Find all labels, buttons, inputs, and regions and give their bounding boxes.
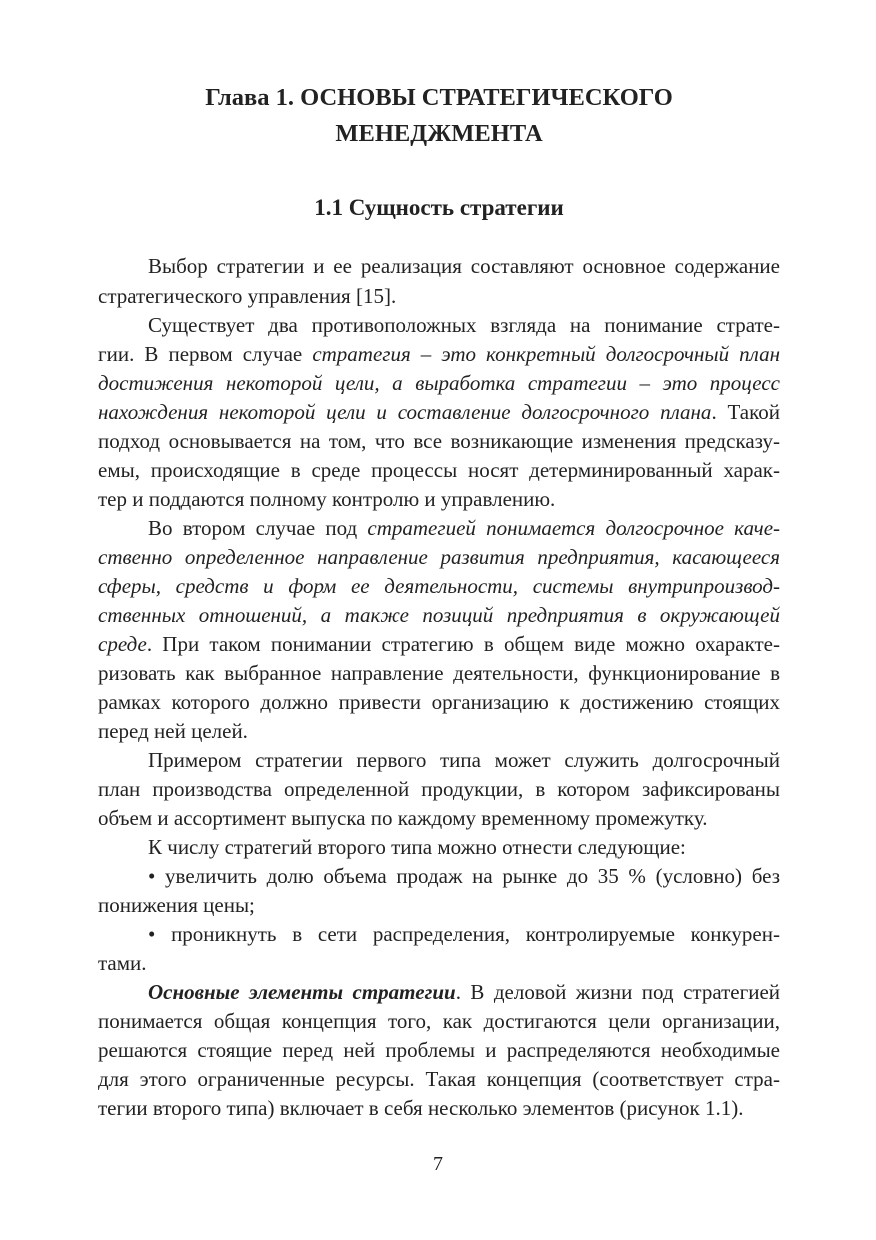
text-line <box>148 311 780 340</box>
text-line <box>148 833 780 862</box>
text-line <box>148 514 780 543</box>
text-line <box>98 891 780 920</box>
text-segment: объем и ассортимент выпуска по каждому временному промежутку. <box>98 806 708 830</box>
text-segment: для этого ограниченные ресурсы. Такая концепция (соответствует стра- <box>98 1067 780 1091</box>
emphasis-text: стратегия – это конкретный долгосрочный план <box>312 342 781 366</box>
text-line <box>98 369 780 398</box>
text-segment: Во втором случае под <box>148 516 368 540</box>
text-segment: гии. В первом случае <box>98 342 313 366</box>
text-line <box>98 1036 780 1065</box>
text-segment: понимается общая концепция того, как достигаются цели организации, <box>98 1009 780 1033</box>
emphasis-text: сферы, средств и форм ее деятельности, системы внутрипроизвод- <box>98 574 780 598</box>
text-segment: подход основывается на том, что все возникающие изменения предсказу- <box>98 429 780 453</box>
text-segment: тер и поддаются полному контролю и управлению. <box>98 487 556 511</box>
text-segment: рамках которого должно привести организацию к достижению стоящих <box>98 690 780 714</box>
text-line <box>148 862 780 891</box>
text-segment: К числу стратегий второго типа можно отнести следующие: <box>148 835 686 859</box>
text-segment: стратегического управления [15]. <box>98 284 397 308</box>
text-line <box>98 543 780 572</box>
emphasis-text: ственных отношений, а также позиций предприятия в окружающей <box>98 603 780 627</box>
text-line <box>98 804 780 833</box>
text-segment: . При таком понимании стратегию в общем виде можно охаракте- <box>146 632 780 656</box>
emphasis-text: стратегией понимается долгосрочное каче- <box>367 516 781 540</box>
text-line <box>148 252 780 281</box>
text-segment: тегии второго типа) включает в себя несколько элементов (рисунок 1.1). <box>98 1096 744 1120</box>
text-segment: • увеличить долю объема продаж на рынке до 35 % (условно) без <box>148 864 780 888</box>
emphasis-text: ственно определенное направление развития предприятия, касающееся <box>98 545 780 569</box>
emphasis-text: Основные элементы стратегии <box>148 980 456 1004</box>
text-line <box>98 282 780 311</box>
text-segment: • проникнуть в сети распределения, контролируемые конкурен- <box>148 922 780 946</box>
text-line <box>98 1007 780 1036</box>
text-line <box>98 1094 780 1123</box>
text-line <box>98 949 780 978</box>
text-segment: Существует два противоположных взгляда на понимание страте- <box>148 313 780 337</box>
text-segment: тами. <box>98 951 147 975</box>
text-line <box>98 775 780 804</box>
text-line <box>98 601 780 630</box>
text-line <box>98 659 780 688</box>
text-segment: Выбор стратегии и ее реализация составляют основное содержание <box>148 254 780 278</box>
text-segment: ризовать как выбранное направление деятельности, функционирование в <box>98 661 780 685</box>
text-line <box>98 485 780 514</box>
text-line <box>98 427 780 456</box>
text-segment: перед ней целей. <box>98 719 248 743</box>
text-segment: . В деловой жизни под стратегией <box>455 980 781 1004</box>
text-segment: план производства определенной продукции, в котором зафиксированы <box>98 777 780 801</box>
text-line <box>98 717 780 746</box>
text-line <box>98 630 780 659</box>
chapter-title <box>98 80 780 152</box>
text-line <box>148 920 780 949</box>
text-line <box>98 398 780 427</box>
text-segment: . Такой <box>711 400 780 424</box>
emphasis-text: среде <box>98 632 147 656</box>
text-line <box>98 456 780 485</box>
text-line <box>98 572 780 601</box>
text-line <box>98 340 780 369</box>
text-segment: емы, происходящие в среде процессы носят детерминированный харак- <box>98 458 780 482</box>
text-line <box>98 688 780 717</box>
text-segment: решаются стоящие перед ней проблемы и распределяются необходимые <box>98 1038 780 1062</box>
text-line <box>148 746 780 775</box>
emphasis-text: достижения некоторой цели, а выработка стратегии – это процесс <box>98 371 780 395</box>
text-segment: понижения цены; <box>98 893 255 917</box>
text-line <box>98 1065 780 1094</box>
section-title: 1.1 Сущность стратегии <box>314 195 564 220</box>
page-number: 7 <box>433 1153 443 1175</box>
chapter-title-line2: МЕНЕДЖМЕНТА <box>335 120 543 147</box>
text-segment: Примером стратегии первого типа может служить долгосрочный <box>148 748 780 772</box>
emphasis-text: нахождения некоторой цели и составление долгосрочного плана <box>98 400 712 424</box>
text-line <box>148 978 780 1007</box>
chapter-title-line1: Глава 1. ОСНОВЫ СТРАТЕГИЧЕСКОГО <box>205 84 673 111</box>
